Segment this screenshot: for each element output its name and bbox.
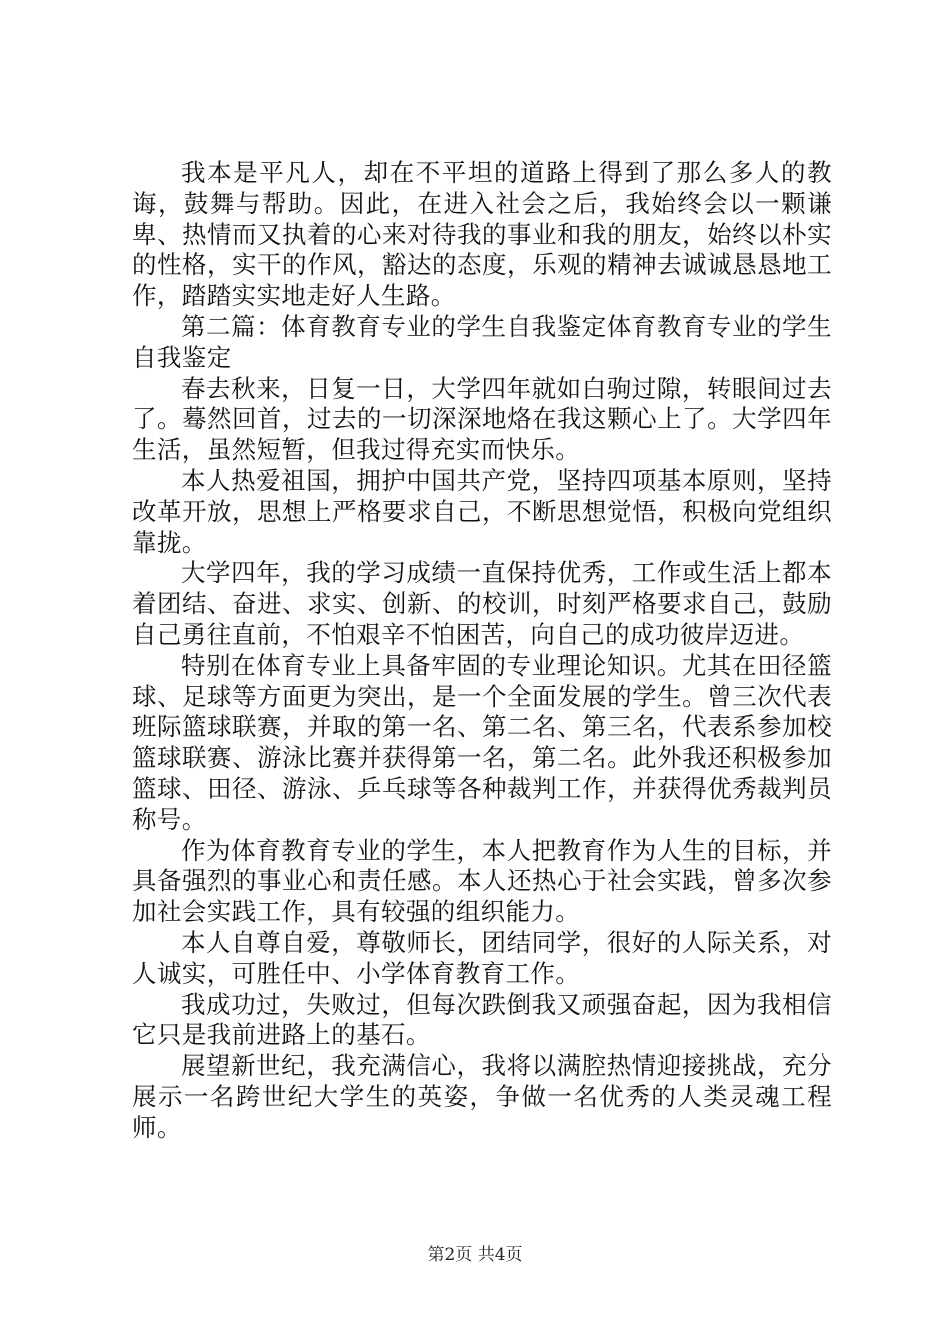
page-number-footer: 第2页 共4页 (427, 1245, 523, 1265)
paragraph-character: 本人自尊自爱，尊敬师长，团结同学，很好的人际关系，对人诚实，可胜任中、小学体育教育工作。 (132, 927, 832, 988)
paragraph-career-goal: 作为体育教育专业的学生，本人把教育作为人生的目标，并具备强烈的事业心和责任感。本人还热心于社会实践，曾多次参加社会实践工作，具有较强的组织能力。 (132, 835, 832, 927)
paragraph-intro: 春去秋来，日复一日，大学四年就如白驹过隙，转眼间过去了。蓦然回首，过去的一切深深地烙在我这颗心上了。大学四年生活，虽然短暂，但我过得充实而快乐。 (132, 373, 832, 465)
paragraph-outlook: 展望新世纪，我充满信心，我将以满腔热情迎接挑战，充分展示一名跨世纪大学生的英姿，争做一名优秀的人类灵魂工程师。 (132, 1051, 832, 1142)
paragraph-political: 本人热爱祖国，拥护中国共产党，坚持四项基本原则，坚持改革开放，思想上严格要求自己，不断思想觉悟，积极向党组织靠拢。 (132, 465, 832, 557)
paragraph-sports-skills: 特别在体育专业上具备牢固的专业理论知识。尤其在田径篮球、足球等方面更为突出，是一个全面发展的学生。曾三次代表班际篮球联赛，并取的第一名、第二名、第三名，代表系参加校篮球联赛、游泳比赛并获得第一名，第二名。此外我还积极参加篮球、田径、游泳、乒乓球等各种裁判工作，并获得优秀裁判员称号。 (132, 650, 832, 834)
paragraph-study: 大学四年，我的学习成绩一直保持优秀，工作或生活上都本着团结、奋进、求实、创新、的校训，时刻严格要求自己，鼓励自己勇往直前，不怕艰辛不怕困苦，向自己的成功彼岸迈进。 (132, 558, 832, 649)
section-heading-part-two: 第二篇：体育教育专业的学生自我鉴定体育教育专业的学生自我鉴定 (132, 311, 832, 372)
document-body (132, 158, 832, 1144)
paragraph-closing-remarks: 我本是平凡人，却在不平坦的道路上得到了那么多人的教诲，鼓舞与帮助。因此，在进入社会之后，我始终会以一颗谦卑、热情而又执着的心来对待我的事业和我的朋友，始终以朴实的性格，实干的作风，豁达的态度，乐观的精神去诚诚恳恳地工作，踏踏实实地走好人生路。 (132, 158, 832, 311)
paragraph-perseverance: 我成功过，失败过，但每次跌倒我又顽强奋起，因为我相信它只是我前进路上的基石。 (132, 989, 832, 1050)
